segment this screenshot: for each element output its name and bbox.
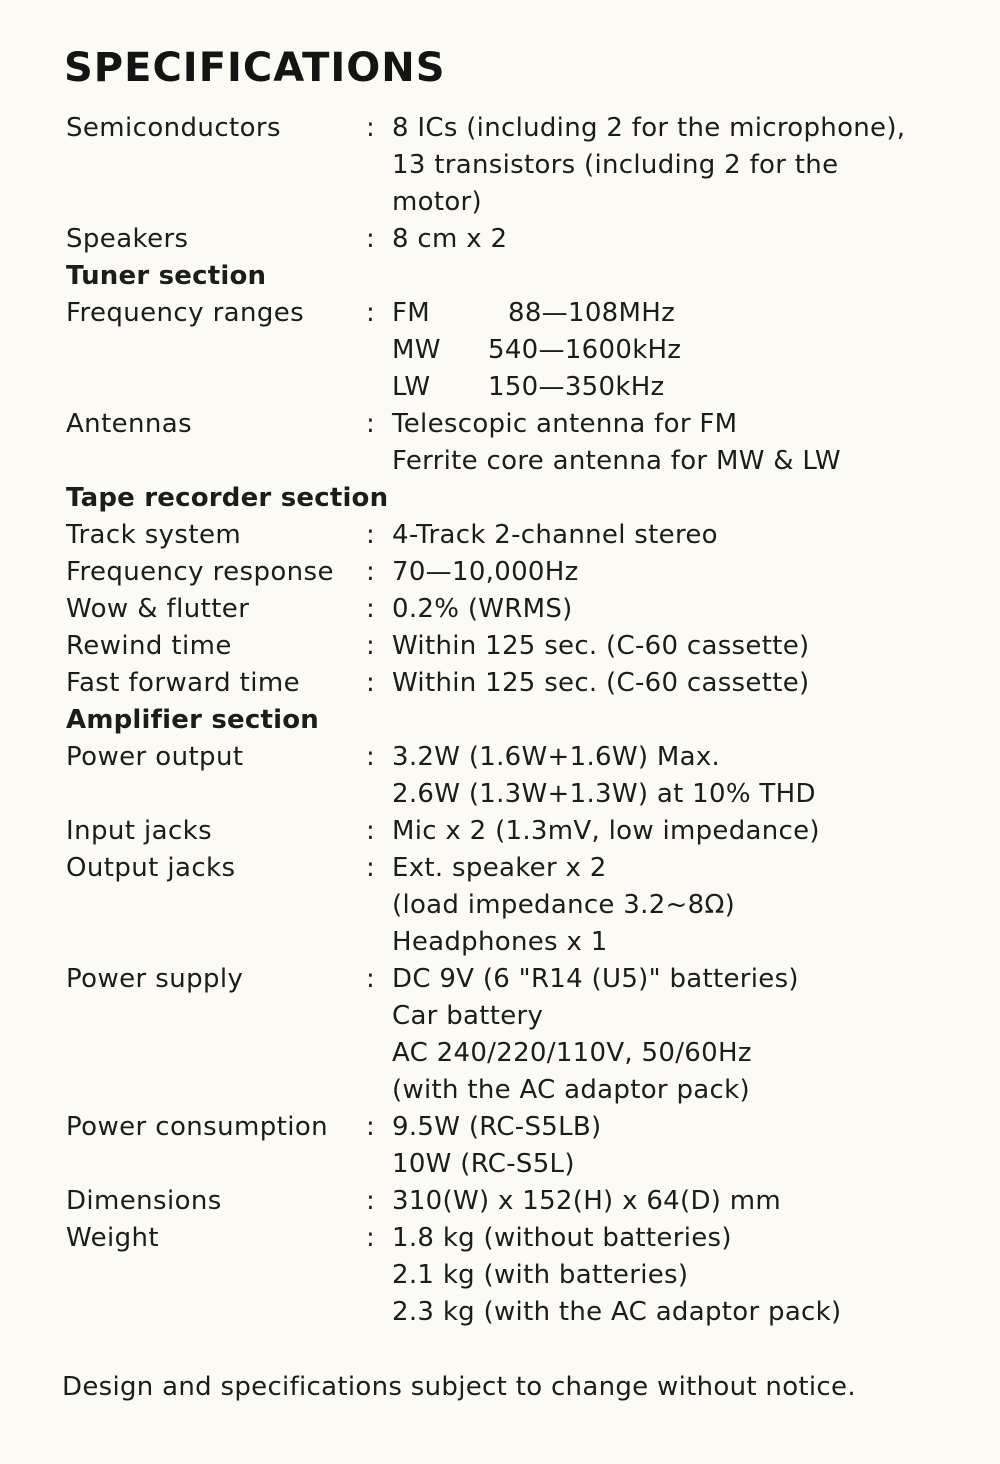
spec-value-line: 4-Track 2-channel stereo bbox=[392, 520, 718, 550]
change-notice: Design and specifications subject to change without notice. bbox=[62, 1372, 856, 1402]
spec-label: Track system bbox=[66, 520, 242, 550]
spec-value-line: AC 240/220/110V, 50/60Hz bbox=[392, 1038, 752, 1068]
spec-colon: : bbox=[366, 631, 375, 661]
spec-label: Weight bbox=[66, 1223, 159, 1253]
spec-values bbox=[392, 554, 966, 591]
spec-value-line: 2.1 kg (with batteries) bbox=[392, 1260, 689, 1290]
spec-colon: : bbox=[366, 594, 375, 624]
spec-value-line: 2.3 kg (with the AC adaptor pack) bbox=[392, 1297, 842, 1327]
spec-colon: : bbox=[366, 298, 375, 328]
spec-colon: : bbox=[366, 964, 375, 994]
band-name: FM bbox=[392, 298, 430, 328]
spec-row-speakers bbox=[66, 221, 966, 258]
spec-row-weight bbox=[66, 1220, 966, 1331]
spec-row-dimensions bbox=[66, 1183, 966, 1220]
spec-row-frequency-response bbox=[66, 554, 966, 591]
spec-values bbox=[392, 665, 966, 702]
spec-row-wow-flutter bbox=[66, 591, 966, 628]
spec-value-line: Within 125 sec. (C-60 cassette) bbox=[392, 631, 810, 661]
spec-value-line: motor) bbox=[392, 187, 482, 217]
spec-row-power-supply bbox=[66, 961, 966, 1109]
spec-colon: : bbox=[366, 1223, 375, 1253]
spec-colon: : bbox=[366, 409, 375, 439]
spec-colon: : bbox=[366, 668, 375, 698]
spec-values bbox=[392, 591, 966, 628]
spec-values bbox=[392, 1183, 966, 1220]
spec-value-line: 8 ICs (including 2 for the microphone), bbox=[392, 113, 906, 143]
spec-value-line: 8 cm x 2 bbox=[392, 224, 508, 254]
spec-row-power-output bbox=[66, 739, 966, 813]
spec-label: Semiconductors bbox=[66, 113, 281, 143]
spec-row-output-jacks bbox=[66, 850, 966, 961]
spec-value-line: 1.8 kg (without batteries) bbox=[392, 1223, 732, 1253]
spec-values bbox=[392, 110, 966, 221]
spec-row-track-system bbox=[66, 517, 966, 554]
spec-values bbox=[392, 517, 966, 554]
band-name: LW bbox=[392, 372, 431, 402]
spec-value-line: Headphones x 1 bbox=[392, 927, 608, 957]
spec-label: Frequency ranges bbox=[66, 298, 305, 328]
spec-values bbox=[392, 406, 966, 480]
spec-values bbox=[392, 1220, 966, 1331]
spec-value-line: Within 125 sec. (C-60 cassette) bbox=[392, 668, 810, 698]
spec-colon: : bbox=[366, 1112, 375, 1142]
spec-value-line: Ferrite core antenna for MW & LW bbox=[392, 446, 841, 476]
spec-colon: : bbox=[366, 816, 375, 846]
spec-value-line: DC 9V (6 "R14 (U5)" batteries) bbox=[392, 964, 799, 994]
spec-value-line: 3.2W (1.6W+1.6W) Max. bbox=[392, 742, 721, 772]
spec-value-line: 13 transistors (including 2 for the bbox=[392, 150, 839, 180]
spec-label: Power consumption bbox=[66, 1112, 329, 1142]
spec-value-line: (with the AC adaptor pack) bbox=[392, 1075, 750, 1105]
spec-value-line: 10W (RC-S5L) bbox=[392, 1149, 575, 1179]
band-range: 88—108MHz bbox=[508, 298, 676, 328]
spec-row-fast-forward-time bbox=[66, 665, 966, 702]
spec-row-frequency-ranges bbox=[66, 295, 966, 406]
spec-value-line: 0.2% (WRMS) bbox=[392, 594, 573, 624]
spec-value-line: 2.6W (1.3W+1.3W) at 10% THD bbox=[392, 779, 816, 809]
spec-values bbox=[392, 1109, 966, 1183]
spec-values bbox=[392, 628, 966, 665]
spec-label: Antennas bbox=[66, 409, 193, 439]
spec-label: Dimensions bbox=[66, 1186, 222, 1216]
spec-row-input-jacks bbox=[66, 813, 966, 850]
spec-value-line: Mic x 2 (1.3mV, low impedance) bbox=[392, 816, 820, 846]
spec-colon: : bbox=[366, 520, 375, 550]
spec-values bbox=[392, 961, 966, 1109]
frequency-band-row bbox=[392, 369, 966, 406]
spec-value-line: Car battery bbox=[392, 1001, 544, 1031]
spec-label: Frequency response bbox=[66, 557, 334, 587]
spec-value-line: 310(W) x 152(H) x 64(D) mm bbox=[392, 1186, 782, 1216]
spec-value-line: Ext. speaker x 2 bbox=[392, 853, 607, 883]
spec-value-line: Telescopic antenna for FM bbox=[392, 409, 738, 439]
spec-values bbox=[392, 295, 966, 406]
spec-label: Power supply bbox=[66, 964, 244, 994]
spec-label: Power output bbox=[66, 742, 244, 772]
frequency-band-row bbox=[392, 295, 966, 332]
spec-values bbox=[392, 739, 966, 813]
band-name: MW bbox=[392, 335, 441, 365]
spec-value-line: 9.5W (RC-S5LB) bbox=[392, 1112, 602, 1142]
spec-colon: : bbox=[366, 742, 375, 772]
spec-label: Wow & flutter bbox=[66, 594, 250, 624]
spec-row-antennas bbox=[66, 406, 966, 480]
spec-value-line: 70—10,000Hz bbox=[392, 557, 579, 587]
spec-values bbox=[392, 221, 966, 258]
spec-row-semiconductors bbox=[66, 110, 966, 221]
frequency-band-row bbox=[392, 332, 966, 369]
spec-label: Input jacks bbox=[66, 816, 213, 846]
spec-page bbox=[66, 40, 966, 1331]
section-heading-tape-recorder: Tape recorder section bbox=[66, 483, 389, 513]
section-heading-tuner: Tuner section bbox=[66, 261, 267, 291]
spec-label: Fast forward time bbox=[66, 668, 300, 698]
spec-colon: : bbox=[366, 224, 375, 254]
spec-row-power-consumption bbox=[66, 1109, 966, 1183]
spec-value-line: (load impedance 3.2~8Ω) bbox=[392, 890, 736, 920]
spec-values bbox=[392, 850, 966, 961]
spec-label: Output jacks bbox=[66, 853, 236, 883]
section-heading-amplifier: Amplifier section bbox=[66, 705, 320, 735]
spec-colon: : bbox=[366, 557, 375, 587]
spec-colon: : bbox=[366, 113, 375, 143]
spec-row-rewind-time bbox=[66, 628, 966, 665]
page-title: SPECIFICATIONS bbox=[64, 45, 446, 91]
spec-colon: : bbox=[366, 853, 375, 883]
spec-list bbox=[66, 110, 966, 1331]
spec-label: Rewind time bbox=[66, 631, 232, 661]
band-range: 540—1600kHz bbox=[488, 335, 682, 365]
spec-values bbox=[392, 813, 966, 850]
band-range: 150—350kHz bbox=[488, 372, 665, 402]
spec-colon: : bbox=[366, 1186, 375, 1216]
spec-label: Speakers bbox=[66, 224, 189, 254]
